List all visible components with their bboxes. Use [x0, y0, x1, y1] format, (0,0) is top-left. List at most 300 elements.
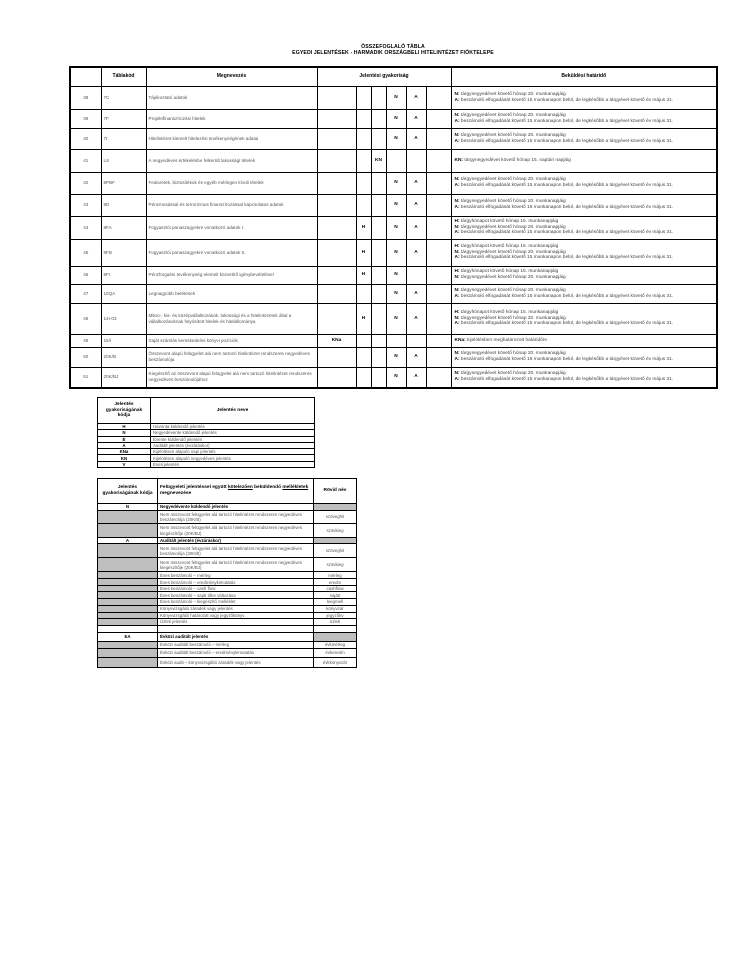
frequency-cell — [426, 284, 451, 303]
deadline-text: beszámoló elfogadását követő 15 munkanapon belül, de legkésőbb a tárgyévet követő év május 31. — [459, 183, 674, 188]
attachment-name: Évközi auditált beszámoló – mérleg — [158, 641, 314, 648]
frequency-code: KN — [98, 455, 151, 461]
attachment-name: Éves beszámoló – eredménykimutatás — [158, 579, 314, 586]
deadline-cell — [451, 334, 717, 347]
frequency-cell — [356, 347, 371, 367]
deadline-cell — [451, 109, 717, 128]
deadline-text: tárgynegyedévet követő hónap 20. munkanapjáig — [459, 112, 566, 118]
frequency-cell — [317, 367, 356, 388]
deadline-cell — [451, 194, 717, 216]
frequency-cell — [371, 86, 386, 109]
frequency-cell — [317, 128, 356, 149]
deadline-text: kijelölésben meghatározott határidőre — [465, 337, 548, 343]
deadline-line — [455, 377, 715, 383]
summary-table-row — [70, 194, 717, 216]
deadline-line — [455, 357, 715, 363]
frequency-cell — [356, 149, 371, 172]
deadline-cell — [451, 128, 717, 149]
attachment-row — [98, 511, 357, 524]
attachment-frequency-code — [98, 511, 158, 524]
table-name: Hitelintézet kiemelt hitelezési tevékenységének adatai — [146, 128, 317, 149]
attachment-row — [98, 544, 357, 558]
frequency-cell: A — [406, 284, 426, 303]
frequency-cell: KN — [371, 149, 386, 172]
table-name: Kiegészítő az összevont alapú felügyelet alá nem tartozó hitelintézet rendszeres negyedéves beszámolójához — [146, 367, 317, 388]
deadline-cell — [451, 303, 717, 334]
deadline-text: tárgynegyedévet követő hónap 20. munkanapjáig — [459, 287, 566, 293]
frequency-code: V — [98, 461, 151, 467]
deadline-text: tárgynegyedévet követő hónap 20. munkanapjáig — [459, 371, 566, 377]
header-frequency-code: Jelentés gyakoriságának kódja — [98, 398, 151, 424]
frequency-cell: N — [386, 216, 406, 239]
row-number: 45 — [70, 239, 101, 266]
frequency-cell — [386, 334, 406, 347]
frequency-cell: A — [406, 367, 426, 388]
attachment-short-name: szöveghit — [314, 544, 357, 558]
frequency-cell: A — [406, 303, 426, 334]
frequency-cell — [356, 194, 371, 216]
frequency-cell — [317, 239, 356, 266]
frequency-cell — [426, 172, 451, 194]
attachment-row — [98, 625, 357, 632]
table-code: 15/I — [101, 334, 146, 347]
attachment-row — [98, 572, 357, 579]
attachment-short-name: sajátt — [314, 592, 357, 599]
frequency-cell — [426, 266, 451, 284]
deadline-code: N: — [454, 177, 460, 183]
frequency-cell — [371, 266, 386, 284]
deadline-code: N: — [454, 351, 460, 357]
frequency-cell — [426, 128, 451, 149]
deadline-cell — [451, 347, 717, 367]
deadline-code: N: — [454, 249, 460, 255]
frequency-code-row — [98, 461, 315, 467]
attachment-frequency-code — [98, 605, 158, 612]
frequency-cell — [317, 266, 356, 284]
deadline-code: A: — [454, 377, 460, 383]
document-title: ÖSSZEFOGLALÓ TÁBLA — [361, 44, 425, 50]
deadline-line — [455, 119, 715, 125]
table-name: Fogyasztói panaszügyekre vonatkozó adatok II. — [146, 239, 317, 266]
deadline-code: N: — [454, 287, 460, 293]
deadline-code: H: — [454, 218, 460, 224]
header-attachment-name — [158, 479, 314, 504]
attachment-frequency-code — [98, 641, 158, 648]
frequency-cell — [371, 367, 386, 388]
frequency-cell — [317, 216, 356, 239]
header-text-part: beküldendő — [252, 485, 283, 491]
deadline-text: tárgynegyedévet követő hónap 20. munkanapjáig — [459, 249, 566, 255]
deadline-code: A: — [454, 97, 460, 103]
header-frequency: Jelentési gyakoriság — [317, 67, 451, 86]
table-name: Tájékoztató adatok — [146, 86, 317, 109]
deadline-text: tárgyhónapot követő hónap 15. munkanapjáig — [459, 309, 559, 315]
frequency-cell — [426, 194, 451, 216]
attachment-frequency-code — [98, 625, 158, 632]
document-subtitle: EGYEDI JELENTÉSEK - HARMADIK ORSZÁGBELI HITELINTÉZET FIÓKTELEPE — [292, 50, 494, 56]
frequency-cell — [371, 109, 386, 128]
frequency-cell — [406, 149, 426, 172]
summary-table-row — [70, 347, 717, 367]
deadline-code: N: — [454, 224, 460, 230]
deadline-text: beszámoló elfogadását követő 15 munkanapon belül, de legkésőbb a tárgyévet követő év május 31. — [459, 255, 674, 261]
summary-table-row — [70, 284, 717, 303]
attachment-short-name: mérleg — [314, 572, 357, 579]
summary-table-row — [70, 303, 717, 334]
frequency-name: Évente küldendő jelentés — [151, 436, 315, 442]
deadline-code: A: — [454, 255, 460, 261]
deadline-text: tárgynegyedévet követő hónap 15. naptári napjáig — [463, 157, 571, 163]
table-code: 8FB — [101, 239, 146, 266]
attachment-name: Éves beszámoló – cash flow — [158, 586, 314, 592]
table-name: Fogyasztói panaszügyekre vonatkozó adatok I. — [146, 216, 317, 239]
deadline-code: A: — [454, 205, 460, 210]
header-underlined-text: kötelezően — [227, 485, 253, 491]
deadline-text: tárgynegyedévet követő hónap 20. munkanapjáig — [459, 91, 566, 97]
row-number: 40 — [70, 128, 101, 149]
frequency-cell — [356, 367, 371, 388]
deadline-text: beszámoló elfogadását követő 15 munkanapon belül, de legkésőbb a tárgyévet követő év május 31. — [459, 357, 674, 362]
deadline-code: A: — [454, 230, 460, 236]
attachment-frequency-code — [98, 618, 158, 625]
deadline-code: A: — [454, 321, 460, 327]
attachment-short-name: szövkieg — [314, 524, 357, 538]
attachments-header — [98, 479, 357, 504]
frequency-cell — [371, 239, 386, 266]
attachment-short-name — [314, 504, 357, 511]
deadline-code: N: — [454, 132, 460, 138]
frequency-cell — [356, 334, 371, 347]
frequency-cell — [426, 149, 451, 172]
frequency-name: Negyedévente küldendő jelentés — [151, 430, 315, 436]
frequency-cell: H — [356, 239, 371, 266]
deadline-code: N: — [454, 315, 460, 321]
summary-table — [69, 66, 718, 389]
deadline-text: tárgynegyedévet követő hónap 20. munkanapjáig — [459, 132, 566, 138]
row-number: 51 — [70, 367, 101, 388]
attachment-frequency-code — [98, 579, 158, 586]
deadline-text: beszámoló elfogadását követő 15 munkanapon belül, de legkésőbb a tárgyévet követő év május 31. — [459, 377, 674, 383]
frequency-cell — [317, 194, 356, 216]
deadline-code: A: — [454, 293, 460, 299]
header-row-number — [70, 67, 101, 86]
frequency-name: Havonta küldendő jelentés — [151, 424, 315, 430]
deadline-text: beszámoló elfogadását követő 15 munkanapon belül, de legkésőbb a tárgyévet követő év május 31. — [459, 138, 674, 144]
frequency-cell: A — [406, 128, 426, 149]
attachment-frequency-code: A — [98, 538, 158, 544]
attachment-name: Auditált jelentés (évzáráskor) — [158, 538, 314, 544]
row-number: 42 — [70, 172, 101, 194]
deadline-code: A: — [454, 357, 460, 362]
frequency-cell: A — [406, 86, 426, 109]
summary-table-row — [70, 109, 717, 128]
frequency-name: Eseti jelentés — [151, 461, 315, 467]
attachment-row — [98, 558, 357, 572]
deadline-line — [455, 98, 715, 104]
header-report-name: Jelentés neve — [151, 398, 315, 424]
frequency-cell — [426, 303, 451, 334]
table-name: Összevont alapú felügyelet alá nem tartozó hitelintézet rendszeres negyedéves beszámolója — [146, 347, 317, 367]
frequency-cell: A — [406, 109, 426, 128]
deadline-cell — [451, 284, 717, 303]
attachment-name: Éves beszámoló – mérleg — [158, 572, 314, 579]
frequency-cell — [317, 303, 356, 334]
frequency-cell: N — [386, 194, 406, 216]
attachment-short-name: évkeredm — [314, 648, 357, 657]
frequency-cell: N — [386, 266, 406, 284]
frequency-cell — [371, 347, 386, 367]
deadline-line — [455, 294, 715, 300]
frequency-cell: N — [386, 347, 406, 367]
deadline-text: tárgyhónapot követő hónap 15. munkanapjáig — [459, 269, 559, 275]
attachment-row — [98, 592, 357, 599]
row-number: 47 — [70, 284, 101, 303]
deadline-text: beszámoló elfogadását követő 15 munkanapon belül, de legkésőbb a tárgyévet követő év május 31. — [459, 118, 674, 124]
frequency-cell: KNa — [317, 334, 356, 347]
attachment-name: Negyedévente küldendő jelentés — [158, 504, 314, 511]
attachment-short-name — [314, 632, 357, 641]
header-name: Megnevezés — [146, 67, 317, 86]
deadline-code: H: — [454, 309, 460, 315]
frequency-cell: N — [386, 239, 406, 266]
deadline-text: beszámoló elfogadását követő 15 munkanapon belül, de legkésőbb a tárgyévet követő év május 31. — [459, 205, 674, 210]
row-number: 43 — [70, 194, 101, 216]
attachment-short-name: évkkönyvzár — [314, 657, 357, 667]
frequency-cell: A — [406, 347, 426, 367]
deadline-code: A: — [454, 118, 460, 124]
deadline-text: tárgynegyedévet követő hónap 20. munkanapjáig — [459, 199, 566, 205]
attachment-short-name: cashflow — [314, 586, 357, 592]
frequency-cell: N — [386, 367, 406, 388]
deadline-line — [455, 183, 715, 189]
frequency-cell — [356, 172, 371, 194]
attachment-frequency-code — [98, 572, 158, 579]
attachment-short-name: üzleti — [314, 618, 357, 625]
table-code: 7F — [101, 109, 146, 128]
attachment-frequency-code — [98, 558, 158, 572]
frequency-cell — [371, 334, 386, 347]
summary-table-row — [70, 86, 717, 109]
frequency-cell: A — [406, 216, 426, 239]
attachment-frequency-code — [98, 544, 158, 558]
frequency-cell — [317, 347, 356, 367]
frequency-name: Kijelölésen alapuló negyedéves jelentés — [151, 455, 315, 461]
deadline-cell — [451, 266, 717, 284]
deadline-cell — [451, 216, 717, 239]
deadline-cell — [451, 149, 717, 172]
table-code: 8FI — [101, 266, 146, 284]
frequency-cell: N — [386, 128, 406, 149]
frequency-cell — [317, 109, 356, 128]
row-number: 49 — [70, 334, 101, 347]
table-code: 20K/BJ — [101, 367, 146, 388]
frequency-cell — [426, 367, 451, 388]
summary-table-row — [70, 367, 717, 388]
row-number: 48 — [70, 303, 101, 334]
table-code: 8FA — [101, 216, 146, 239]
frequency-codes-header — [98, 398, 315, 424]
deadline-code: KN: — [454, 157, 464, 163]
attachment-short-name: kiegmell — [314, 599, 357, 605]
frequency-cell — [356, 109, 371, 128]
frequency-cell — [426, 334, 451, 347]
attachment-section-row — [98, 504, 357, 511]
deadline-code: N: — [454, 371, 460, 377]
frequency-cell: H — [356, 303, 371, 334]
deadline-code: N: — [454, 91, 460, 97]
attachment-name: Nem összevont felügyelet alá tartozó hitelintézet rendszeres negyedéves beszámolója (20K/B) — [158, 511, 314, 524]
attachment-name: Könyvvizsgálói határozat vagy jegyzőkönyv — [158, 612, 314, 618]
attachment-name: Üzleti jelentés — [158, 618, 314, 625]
attachment-short-name — [314, 625, 357, 632]
frequency-cell: H — [356, 266, 371, 284]
table-name: A negyedéves értékelésbe felkerült lakossági tételek — [146, 149, 317, 172]
attachment-name: Évközi auditált beszámoló – eredménykimutatás — [158, 648, 314, 657]
deadline-code: KNa: — [454, 337, 466, 343]
frequency-cell — [426, 86, 451, 109]
attachment-frequency-code: EA — [98, 632, 158, 641]
frequency-cell — [371, 128, 386, 149]
attachment-frequency-code: N — [98, 504, 158, 511]
header-table-code: Táblakód — [101, 67, 146, 86]
deadline-code: H: — [454, 243, 460, 249]
deadline-code: A: — [454, 183, 460, 188]
attachment-short-name: jegyzőkv — [314, 612, 357, 618]
deadline-text: tárgynegyedévet követő hónap 20. munkanapjáig — [459, 224, 566, 230]
deadline-text: tárgynegyedévet követő hónap 20. munkanapjáig — [459, 351, 566, 357]
deadline-line — [455, 275, 715, 281]
table-code: 14I-03 — [101, 303, 146, 334]
header-frequency-code: Jelentés gyakoriságának kódja — [98, 479, 158, 504]
attachment-name: Könyvvizsgálói záradék vagy jelentés — [158, 605, 314, 612]
deadline-text: tárgyhónapot követő hónap 15. munkanapjáig — [459, 243, 559, 249]
attachment-short-name: szöveghit — [314, 511, 357, 524]
deadline-text: beszámoló elfogadását követő 15 munkanapon belül, de legkésőbb a tárgyévet követő év május 31. — [459, 321, 674, 327]
attachment-name: Éves beszámoló – kiegészítő melléklet — [158, 599, 314, 605]
table-code: 8D — [101, 194, 146, 216]
frequency-cell — [317, 172, 356, 194]
attachment-frequency-code — [98, 657, 158, 667]
attachment-short-name: könyvzár — [314, 605, 357, 612]
attachment-row — [98, 524, 357, 538]
attachment-row — [98, 618, 357, 625]
frequency-cell — [386, 149, 406, 172]
attachment-short-name: eredm — [314, 579, 357, 586]
summary-table-header — [70, 67, 717, 86]
frequency-cell: N — [386, 86, 406, 109]
attachments-table — [97, 478, 357, 668]
row-number: 44 — [70, 216, 101, 239]
attachment-frequency-code — [98, 592, 158, 599]
frequency-cell — [356, 284, 371, 303]
header-text-part: megnevezése — [160, 491, 192, 496]
summary-table-row — [70, 216, 717, 239]
attachment-name: Nem összevont felügyelet alá tartozó hitelintézet rendszeres negyedéves kiegészítője (20K/BJ) — [158, 524, 314, 538]
deadline-line — [455, 321, 715, 327]
attachment-row — [98, 605, 357, 612]
frequency-name: Kijelölésen alapuló napi jelentés — [151, 449, 315, 455]
frequency-cell — [406, 266, 426, 284]
deadline-line — [455, 338, 715, 344]
summary-table-row — [70, 266, 717, 284]
deadline-code: N: — [454, 199, 460, 205]
frequency-cell — [426, 216, 451, 239]
deadline-code: N: — [454, 112, 460, 118]
attachment-frequency-code — [98, 648, 158, 657]
attachment-name: Évközi auditált jelentés — [158, 632, 314, 641]
table-code: 20K/B — [101, 347, 146, 367]
deadline-line — [455, 158, 715, 164]
summary-table-row — [70, 128, 717, 149]
frequency-cell: A — [406, 194, 426, 216]
deadline-cell — [451, 172, 717, 194]
frequency-cell: N — [386, 303, 406, 334]
table-name: Mikro-, kis- és középvállalkozások, lakossági és a hitelintézetek által a vállalkozásoknak folyósított hitelek és hitelállománya — [146, 303, 317, 334]
frequency-cell — [317, 86, 356, 109]
table-name: Pénzforgalmi tevékenység elemeit közvetítő igénybevételével — [146, 266, 317, 284]
frequency-cell — [317, 284, 356, 303]
header-short-name: Rövid név — [314, 479, 357, 504]
frequency-cell: N — [386, 172, 406, 194]
frequency-name: Auditált jelentés (évzáráskor) — [151, 442, 315, 448]
attachment-row — [98, 641, 357, 648]
frequency-cell — [406, 334, 426, 347]
frequency-code: H — [98, 424, 151, 430]
deadline-text: tárgynegyedévet követő hónap 20. munkanapjáig — [459, 177, 566, 183]
header-text-part: Felügyeleti jelentéssel együtt — [160, 485, 228, 491]
table-name: Legnagyobb betétesek — [146, 284, 317, 303]
frequency-cell: H — [356, 216, 371, 239]
row-number: 41 — [70, 149, 101, 172]
table-name: Pénzmosással és terrorizmus finanszírozással kapcsolatos adatok — [146, 194, 317, 216]
frequency-cell: A — [406, 172, 426, 194]
attachment-section-row — [98, 632, 357, 641]
attachment-name: Nem összevont felügyelet alá tartozó hitelintézet rendszeres negyedéves beszámolója (20K/B) — [158, 544, 314, 558]
attachment-name: Nem összevont felügyelet alá tartozó hitelintézet rendszeres negyedéves kiegészítője (20K/BJ) — [158, 558, 314, 572]
deadline-line — [455, 139, 715, 145]
frequency-cell — [426, 347, 451, 367]
deadline-text: tárgyhónapot követő hónap 15. munkanapjáig — [459, 218, 559, 224]
attachment-name — [158, 625, 314, 632]
deadline-line — [455, 230, 715, 236]
attachment-row — [98, 648, 357, 657]
table-name: Projektfinanszírozási hitelek — [146, 109, 317, 128]
attachment-name: Évközi audit – könyvvizsgálói záradék vagy jelentés — [158, 657, 314, 667]
summary-table-row — [70, 334, 717, 347]
attachment-name: Éves beszámoló – saját tőke változása — [158, 592, 314, 599]
attachment-row — [98, 657, 357, 667]
frequency-cell: N — [386, 284, 406, 303]
table-name: Fedezetek, biztosítékok és egyéb mérlegen kívüli tételek — [146, 172, 317, 194]
summary-table-row — [70, 172, 717, 194]
frequency-cell — [371, 303, 386, 334]
deadline-text: beszámoló elfogadását követő 15 munkanapon belül, de legkésőbb a tárgyévet követő év május 31. — [459, 97, 674, 103]
deadline-code: N: — [454, 275, 460, 280]
header-deadline: Beküldési határidő — [451, 67, 717, 86]
row-number: 39 — [70, 109, 101, 128]
frequency-cell — [356, 128, 371, 149]
frequency-cell — [426, 109, 451, 128]
deadline-cell — [451, 239, 717, 266]
deadline-text: beszámoló elfogadását követő 15 munkanapon belül, de legkésőbb a tárgyévet követő év május 31. — [459, 293, 674, 299]
frequency-cell: N — [386, 109, 406, 128]
summary-table-row — [70, 149, 717, 172]
header-underlined-text: mellékletek — [282, 485, 309, 491]
row-number: 46 — [70, 266, 101, 284]
frequency-code: N — [98, 430, 151, 436]
table-code: 7I — [101, 128, 146, 149]
frequency-cell — [356, 86, 371, 109]
